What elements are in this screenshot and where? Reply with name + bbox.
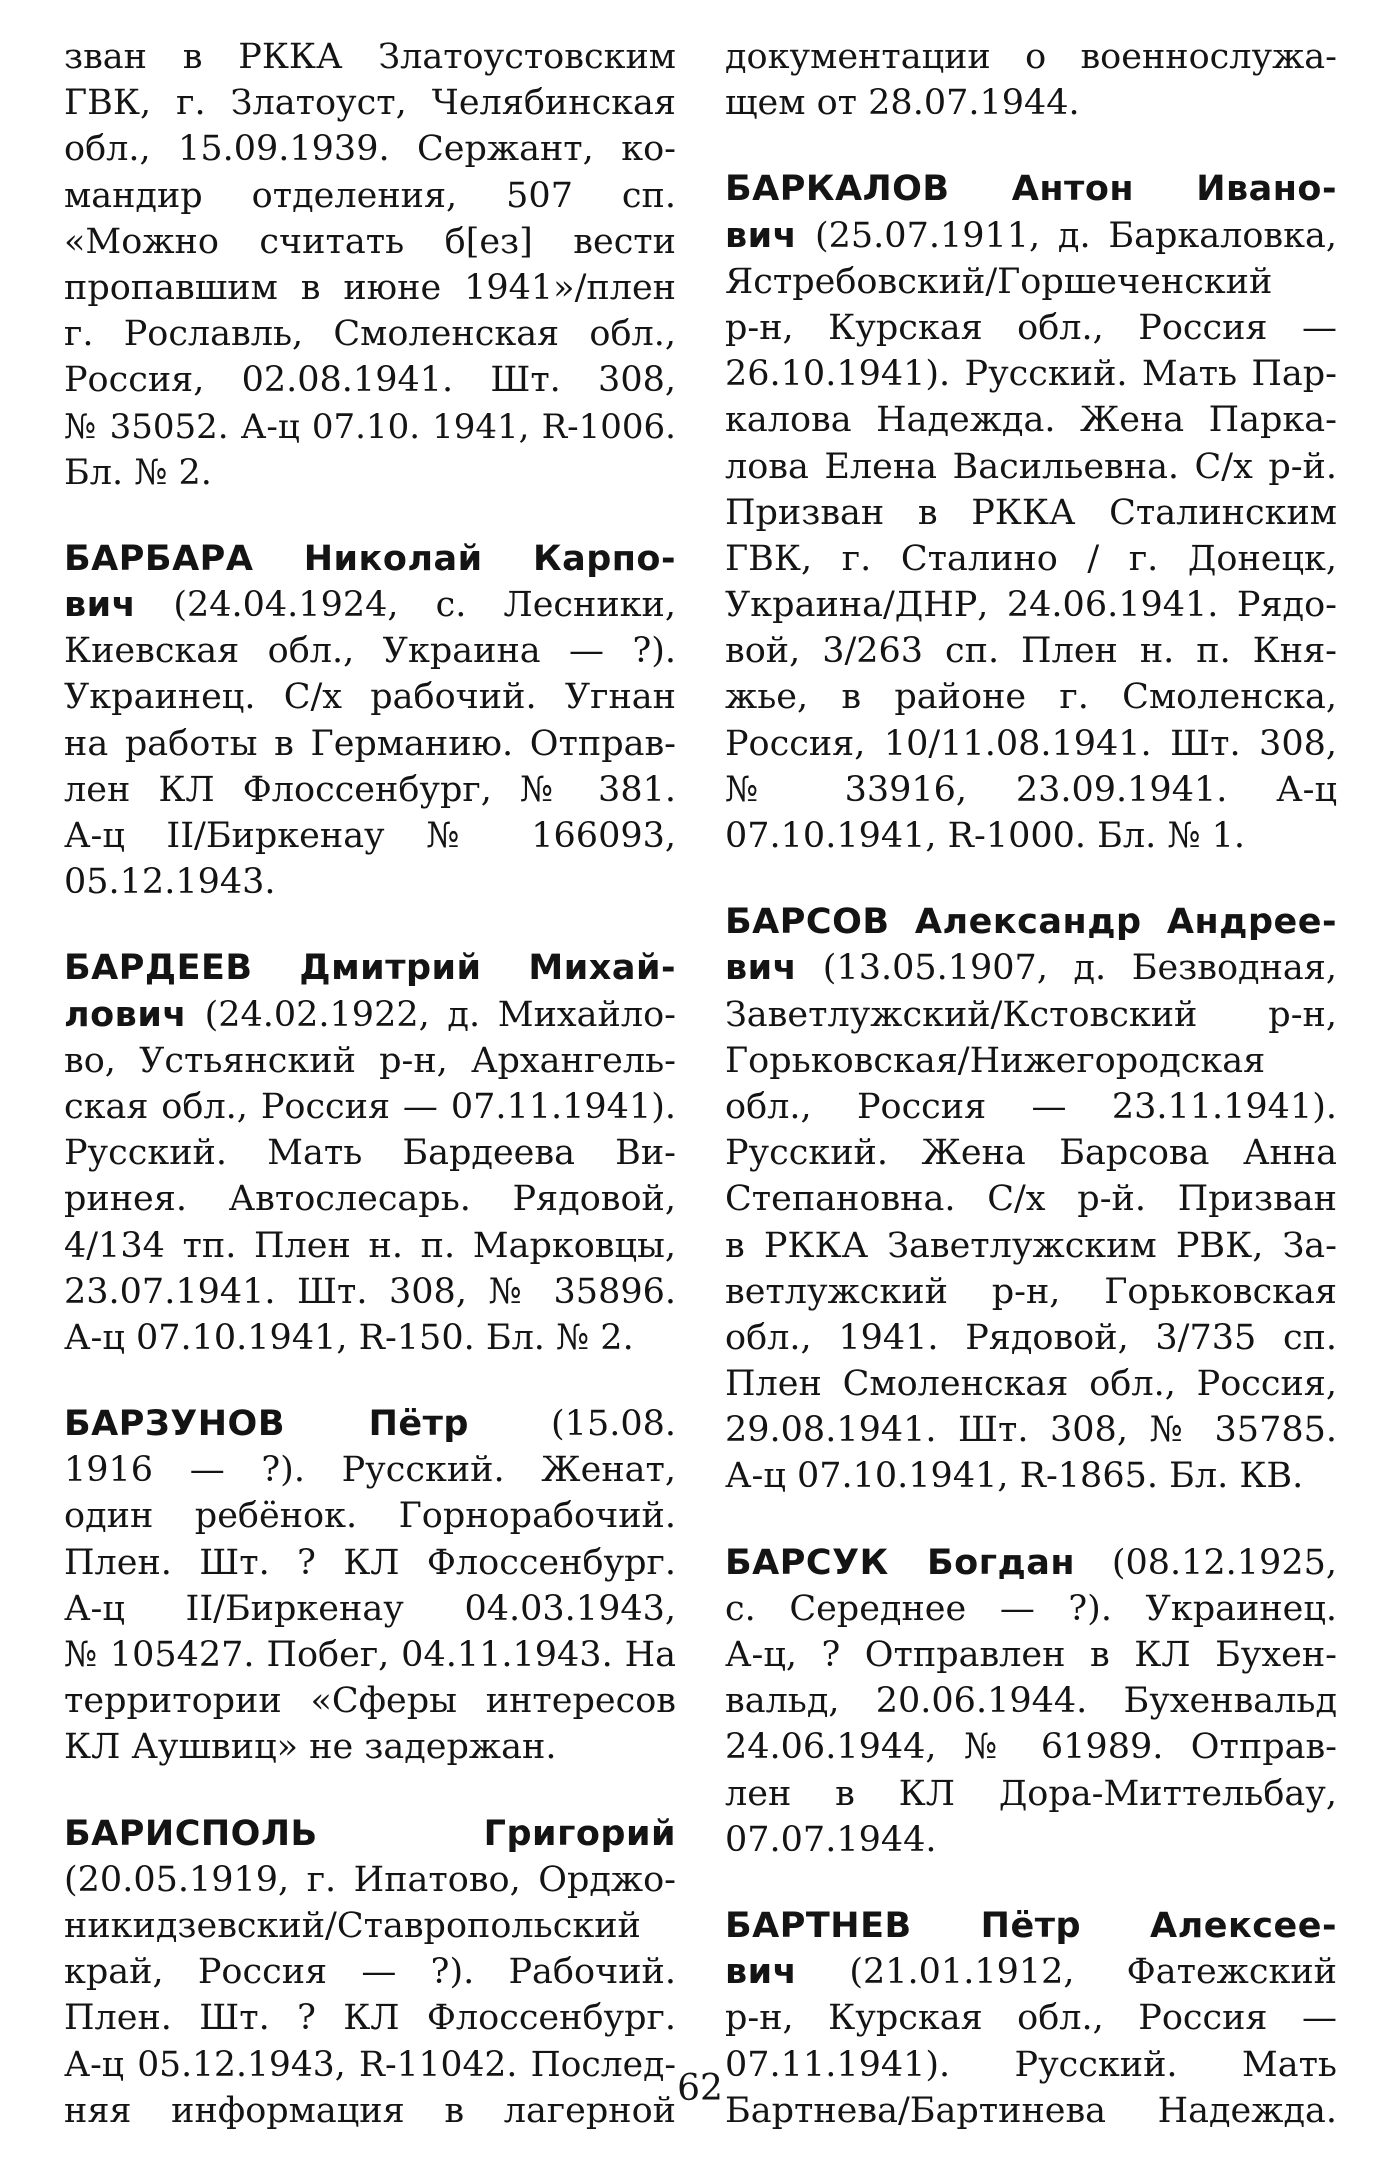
entry-text: 07.10.1941, R-1000. Бл. № 1. xyxy=(725,816,1245,856)
entry-text: калова Надежда. Жена Парка- xyxy=(725,400,1337,441)
entry-text: (15.08. xyxy=(468,1404,676,1445)
text-line xyxy=(64,1401,676,1447)
entry-text: лова Елена Васильевна. С/х р-й. xyxy=(725,446,1337,487)
entry-text: Горьковская/Нижегородская xyxy=(725,1040,1266,1081)
entry-text: (08.12.1925, xyxy=(1075,1542,1337,1583)
entry-text: Ястребовский/Горшеченский xyxy=(725,261,1273,302)
entry-text: 07.07.1944. xyxy=(725,1819,937,1860)
entry-text: во, Устьянский р-н, Архангель- xyxy=(64,1040,676,1081)
entry-text: 24.06.1944, № 61989. Отправ- xyxy=(725,1727,1337,1768)
entry-text: А-ц 07.10.1941, R-1865. Бл. КВ. xyxy=(725,1456,1304,1497)
entry-text: край, Россия — ?). Рабочий. xyxy=(64,1952,676,1993)
text-line xyxy=(725,628,1337,674)
text-line xyxy=(725,1949,1337,1995)
entry-text: А-ц II/Биркенау № 166093, xyxy=(64,816,676,856)
entry-text: Заветлужский/Кстовский р-н, xyxy=(725,994,1337,1035)
page-number: 62 xyxy=(677,2068,723,2109)
text-line xyxy=(725,899,1337,945)
entry-text: ГВК, г. Сталино / г. Донецк, xyxy=(725,538,1337,579)
biographical-entry xyxy=(64,536,676,906)
text-line xyxy=(725,721,1337,767)
entry-text: 23.07.1941. Шт. 308, № 35896. xyxy=(64,1271,676,1312)
text-line xyxy=(725,767,1337,813)
biographical-entry xyxy=(725,899,1337,1499)
text-line xyxy=(725,166,1337,212)
text-line xyxy=(64,1632,676,1678)
text-line xyxy=(64,1447,676,1493)
entry-text: 26.10.1941). Русский. Мать Пар- xyxy=(725,354,1337,395)
text-line xyxy=(725,1176,1337,1222)
text-line xyxy=(725,1361,1337,1407)
text-line xyxy=(64,536,676,582)
text-line xyxy=(64,813,676,859)
text-line xyxy=(725,490,1337,536)
text-line xyxy=(64,1857,676,1903)
entry-text: 07.11.1941). Русский. Мать xyxy=(725,2044,1337,2085)
entry-text: 29.08.1941. Шт. 308, № 35785. xyxy=(725,1410,1337,1451)
text-line xyxy=(64,1903,676,1949)
text-line xyxy=(725,1223,1337,1269)
entry-name: БАРБАРА Николай Карпо- xyxy=(64,538,676,579)
text-line xyxy=(64,265,676,311)
text-line xyxy=(725,34,1337,80)
entry-text: (20.05.1919, г. Ипатово, Орджо- xyxy=(64,1859,676,1900)
entry-text: обл., 15.09.1939. Сержант, ко- xyxy=(64,129,676,170)
entry-text: вальд, 20.06.1944. Бухенвальд xyxy=(725,1681,1337,1722)
text-line xyxy=(725,1038,1337,1084)
entry-text: 1916 — ?). Русский. Женат, xyxy=(64,1450,676,1491)
entry-text: пропавшим в июне 1941»/плен xyxy=(64,267,676,308)
entry-text: Русский. Мать Бардеева Ви- xyxy=(64,1133,676,1174)
text-line xyxy=(725,1315,1337,1361)
entry-name: БАРИСПОЛЬ Григорий xyxy=(64,1813,676,1854)
text-line xyxy=(725,213,1337,259)
entry-text: территории «Сферы интересов xyxy=(64,1681,676,1722)
entry-name: БАРСУК Богдан xyxy=(725,1542,1076,1583)
text-line xyxy=(725,813,1337,859)
entry-text: А-ц 07.10.1941, R-150. Бл. № 2. xyxy=(64,1317,634,1358)
text-line xyxy=(725,1632,1337,1678)
text-line xyxy=(725,1269,1337,1315)
text-line xyxy=(725,1817,1337,1863)
entry-name: вич xyxy=(64,585,137,626)
text-line xyxy=(725,945,1337,991)
entry-text: «Можно считать б[ез] вести xyxy=(64,221,676,262)
entry-text: Киевская обл., Украина — ?). xyxy=(64,631,676,672)
entry-text: № 33916, 23.09.1941. А-ц xyxy=(725,769,1337,810)
entry-text: (24.02.1922, д. Михайло- xyxy=(186,994,676,1035)
left-column xyxy=(64,34,676,2174)
text-line xyxy=(725,80,1337,126)
text-line xyxy=(64,1586,676,1632)
text-line xyxy=(64,1995,676,2041)
text-line xyxy=(725,992,1337,1038)
entry-name: вич xyxy=(725,1952,798,1993)
entry-text: обл., Россия — 23.11.1941). xyxy=(725,1086,1337,1127)
entry-text: лен КЛ Флоссенбург, № 381. xyxy=(64,769,676,810)
entry-name: БАРДЕЕВ Дмитрий Михай- xyxy=(64,948,676,989)
text-line xyxy=(725,1407,1337,1453)
right-column xyxy=(725,34,1337,2174)
entry-text: с. Середнее — ?). Украинец. xyxy=(725,1588,1337,1629)
text-line xyxy=(64,1811,676,1857)
entry-text: ринея. Автослесарь. Рядовой, xyxy=(64,1179,676,1220)
entry-text: Россия, 10/11.08.1941. Шт. 308, xyxy=(725,723,1337,764)
entry-text: лен в КЛ Дора-Миттельбау, xyxy=(725,1773,1337,1814)
text-line xyxy=(725,259,1337,305)
entry-text: ГВК, г. Златоуст, Челябинская xyxy=(64,83,676,124)
entry-text: 05.12.1943. xyxy=(64,862,276,903)
text-line xyxy=(64,992,676,1038)
entry-text: жье, в районе г. Смоленска, xyxy=(725,677,1337,718)
entry-text: Бл. № 2. xyxy=(64,452,212,493)
text-line xyxy=(725,1130,1337,1176)
text-line xyxy=(64,1724,676,1770)
biographical-entry xyxy=(64,1401,676,1771)
text-line xyxy=(725,1724,1337,1770)
text-line xyxy=(64,34,676,80)
text-line xyxy=(64,1540,676,1586)
entry-text: Бартнева/Бартинева Надежда. xyxy=(725,2090,1337,2131)
text-line xyxy=(64,674,676,720)
entry-text: мандир отделения, 507 сп. xyxy=(64,175,676,216)
entry-text: р-н, Курская обл., Россия — xyxy=(725,1998,1337,2039)
entry-text: няя информация в лагерной xyxy=(64,2090,676,2131)
text-line xyxy=(64,628,676,674)
text-line xyxy=(725,1586,1337,1632)
entry-text: Призван в РККА Сталинским xyxy=(725,492,1337,533)
text-line xyxy=(64,80,676,126)
text-line xyxy=(64,1493,676,1539)
entry-text: Плен. Шт. ? КЛ Флоссенбург. xyxy=(64,1998,676,2039)
text-line xyxy=(64,311,676,357)
text-line xyxy=(725,674,1337,720)
entry-text: Украина/ДНР, 24.06.1941. Рядо- xyxy=(725,585,1337,626)
entry-text: один ребёнок. Горнорабочий. xyxy=(64,1496,676,1537)
text-line xyxy=(64,1130,676,1176)
text-line xyxy=(64,1315,676,1361)
entry-text: Плен. Шт. ? КЛ Флоссенбург. xyxy=(64,1542,676,1583)
entry-name: БАРТНЕВ Пётр Алексее- xyxy=(725,1905,1337,1946)
entry-text: на работы в Германию. Отправ- xyxy=(64,723,676,764)
entry-text: Русский. Жена Барсова Анна xyxy=(725,1133,1337,1174)
entry-text: № 35052. А-ц 07.10. 1941, R-1006. xyxy=(64,406,676,447)
text-line xyxy=(725,1771,1337,1817)
entry-text: А-ц 05.12.1943, R-11042. Послед- xyxy=(64,2044,676,2085)
biographical-entry xyxy=(64,945,676,1361)
text-line xyxy=(725,1678,1337,1724)
entry-name: вич xyxy=(725,948,798,989)
entry-text: А-ц, ? Отправлен в КЛ Бухен- xyxy=(725,1635,1337,1675)
entry-text: Россия, 02.08.1941. Шт. 308, xyxy=(64,360,676,401)
text-line xyxy=(64,1084,676,1130)
text-line xyxy=(725,1453,1337,1499)
text-line xyxy=(64,1269,676,1315)
text-line xyxy=(64,859,676,905)
entry-continuation xyxy=(725,34,1337,126)
entry-text: в РККА Заветлужским РВК, За- xyxy=(725,1225,1337,1266)
text-line xyxy=(64,1949,676,1995)
text-line xyxy=(64,721,676,767)
entry-text: (24.04.1924, с. Лесники, xyxy=(136,585,676,626)
entry-name: БАРЗУНОВ Пётр xyxy=(64,1404,469,1445)
entry-text: № 105427. Побег, 04.11.1943. На xyxy=(64,1635,676,1675)
text-line xyxy=(64,173,676,219)
entry-text: (21.01.1912, Фатежский xyxy=(797,1952,1337,1993)
entry-text: 4/134 тп. Плен н. п. Марковцы, xyxy=(64,1225,676,1266)
biographical-entry xyxy=(725,1540,1337,1863)
text-line xyxy=(725,1903,1337,1949)
text-line xyxy=(725,536,1337,582)
entry-name: лович xyxy=(64,994,187,1035)
entry-text: Украинец. С/х рабочий. Угнан xyxy=(64,677,676,718)
text-line xyxy=(725,444,1337,490)
entry-text: щем от 28.07.1944. xyxy=(725,83,1080,124)
entry-text: (25.07.1911, д. Баркаловка, xyxy=(797,215,1337,256)
text-line xyxy=(64,1223,676,1269)
text-line xyxy=(64,219,676,265)
entry-text: ветлужский р-н, Горьковская xyxy=(725,1271,1337,1312)
entry-name: вич xyxy=(725,215,798,256)
entry-text: никидзевский/Ставропольский xyxy=(64,1905,641,1946)
text-line xyxy=(64,582,676,628)
entry-text: документации о военнослужа- xyxy=(725,37,1337,77)
text-line xyxy=(64,404,676,450)
entry-text: Степановна. С/х р-й. Призван xyxy=(725,1179,1337,1220)
text-line xyxy=(64,126,676,172)
entry-text: г. Рославль, Смоленская обл., xyxy=(64,314,676,355)
text-line xyxy=(725,1540,1337,1586)
entry-name: БАРКАЛОВ Антон Ивано- xyxy=(725,169,1337,210)
entry-text: Плен Смоленская обл., Россия, xyxy=(725,1364,1337,1405)
entry-text: ская обл., Россия — 07.11.1941). xyxy=(64,1086,676,1127)
text-line xyxy=(64,450,676,496)
text-line xyxy=(64,1038,676,1084)
text-line xyxy=(725,1084,1337,1130)
entry-text: КЛ Аушвиц» не задержан. xyxy=(64,1727,557,1768)
text-line xyxy=(725,305,1337,351)
biographical-entry xyxy=(725,166,1337,859)
text-line xyxy=(64,767,676,813)
entry-text: зван в РККА Златоустовским xyxy=(64,37,676,77)
entry-text: (13.05.1907, д. Безводная, xyxy=(797,948,1337,989)
text-line xyxy=(64,357,676,403)
entry-name: БАРСОВ Александр Андрее- xyxy=(725,902,1337,943)
text-line xyxy=(64,945,676,991)
entry-text: вой, 3/263 сп. Плен н. п. Кня- xyxy=(725,631,1337,672)
text-line xyxy=(725,397,1337,443)
entry-continuation xyxy=(64,34,676,496)
text-line xyxy=(725,582,1337,628)
entry-text: А-ц II/Биркенау 04.03.1943, xyxy=(64,1588,676,1629)
text-line xyxy=(64,1176,676,1222)
text-line xyxy=(725,1995,1337,2041)
entry-text: р-н, Курская обл., Россия — xyxy=(725,307,1337,348)
text-line xyxy=(64,1678,676,1724)
text-line xyxy=(725,351,1337,397)
entry-text: обл., 1941. Рядовой, 3/735 сп. xyxy=(725,1317,1337,1358)
